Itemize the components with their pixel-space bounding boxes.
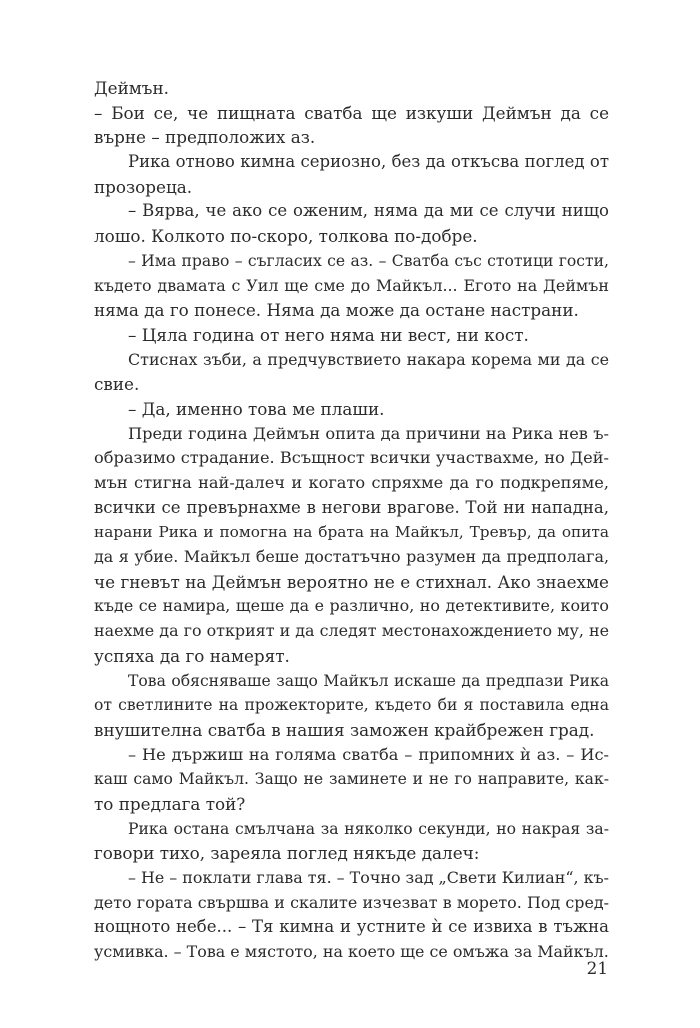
text-line: където двамата с Уил ще сме до Майкъл... Егото на Деймън [94,275,609,295]
text-line: дето гората свършва и скалите изчезват в морето. Под сред- [94,892,609,912]
text-line: – Вярва, че ако се оженим, няма да ми се случи нищо [128,201,609,221]
body-text [94,76,609,965]
text-line: Рика остана смълчана за няколко секунди, но накрая за- [128,819,609,838]
text-line: успяха да го намерят. [94,645,290,666]
text-line: мън стигна най-далеч и когато спряхме да го подкрепяме, [94,473,609,492]
text-line: Рика отново кимна сериозно, без да откъсва поглед от [128,152,609,172]
text-line: каш само Майкъл. Защо не заминете и не го направите, как- [94,770,609,789]
text-line: – Бои се, че пищната сватба ще изкуши Деймън да се [94,102,609,123]
text-line: – Има право – съгласих се аз. – Сватба със стотици гости, [128,251,609,270]
text-line: то предлага той? [94,793,246,814]
text-line: наехме да го открият и да следят местонахождението му, не [94,621,609,641]
text-line: прозореца. [94,176,193,197]
text-line: нарани Рика и помогна на брата на Майкъл, Тревър, да опита [94,523,609,542]
text-line: усмивка. – Това е мястото, на което ще се омъжа за Майкъл. [94,942,609,962]
text-line: – Цяла година от него няма ни вест, ни кост. [128,324,529,345]
text-line: да я убие. Майкъл беше достатъчно разумен да предполага, [94,547,609,567]
text-line: няма да го понесе. Няма да може да остане настрани. [94,300,579,321]
text-line: всички се превърнахме в негови врагове. Той ни нападна, [94,497,609,517]
text-line: – Не – поклати глава тя. – Точно зад „Свети Килиан“, къ- [128,868,609,887]
text-line: – Не държиш на голяма сватба – припомних ѝ аз. – Ис- [128,744,609,764]
text-line: нощното небе... – Тя кимна и устните ѝ се извиха в тъжна [94,917,609,937]
text-line: – Да, именно това ме плаши. [128,398,385,419]
text-line: върне – предположих аз. [94,127,316,148]
text-line: Деймън. [94,78,170,98]
text-line: внушителна сватба в нашия заможен крайбрежен град. [94,719,595,740]
text-line: къде се намира, щеше да е различно, но детективите, които [94,596,609,616]
text-line: Стиснах зъби, а предчувствието накара корема ми да се [128,349,609,369]
page-number: 21 [586,958,608,978]
text-line: говори тихо, зареяла поглед някъде далеч: [94,843,480,864]
text-line: лошо. Колкото по-скоро, толкова по-добре. [94,226,478,247]
text-line: Това обясняваше защо Майкъл искаше да предпази Рика [128,671,609,690]
text-line: образимо страдание. Всъщност всички участвахме, но Дей- [94,448,609,468]
text-line: Преди година Деймън опита да причини на Рика нев ъ- [128,423,609,443]
text-line: свие. [94,374,140,395]
text-line: от светлините на прожекторите, където би я поставила една [94,696,609,715]
text-line: че гневът на Деймън вероятно не е стихнал. Ако знаехме [94,571,609,592]
